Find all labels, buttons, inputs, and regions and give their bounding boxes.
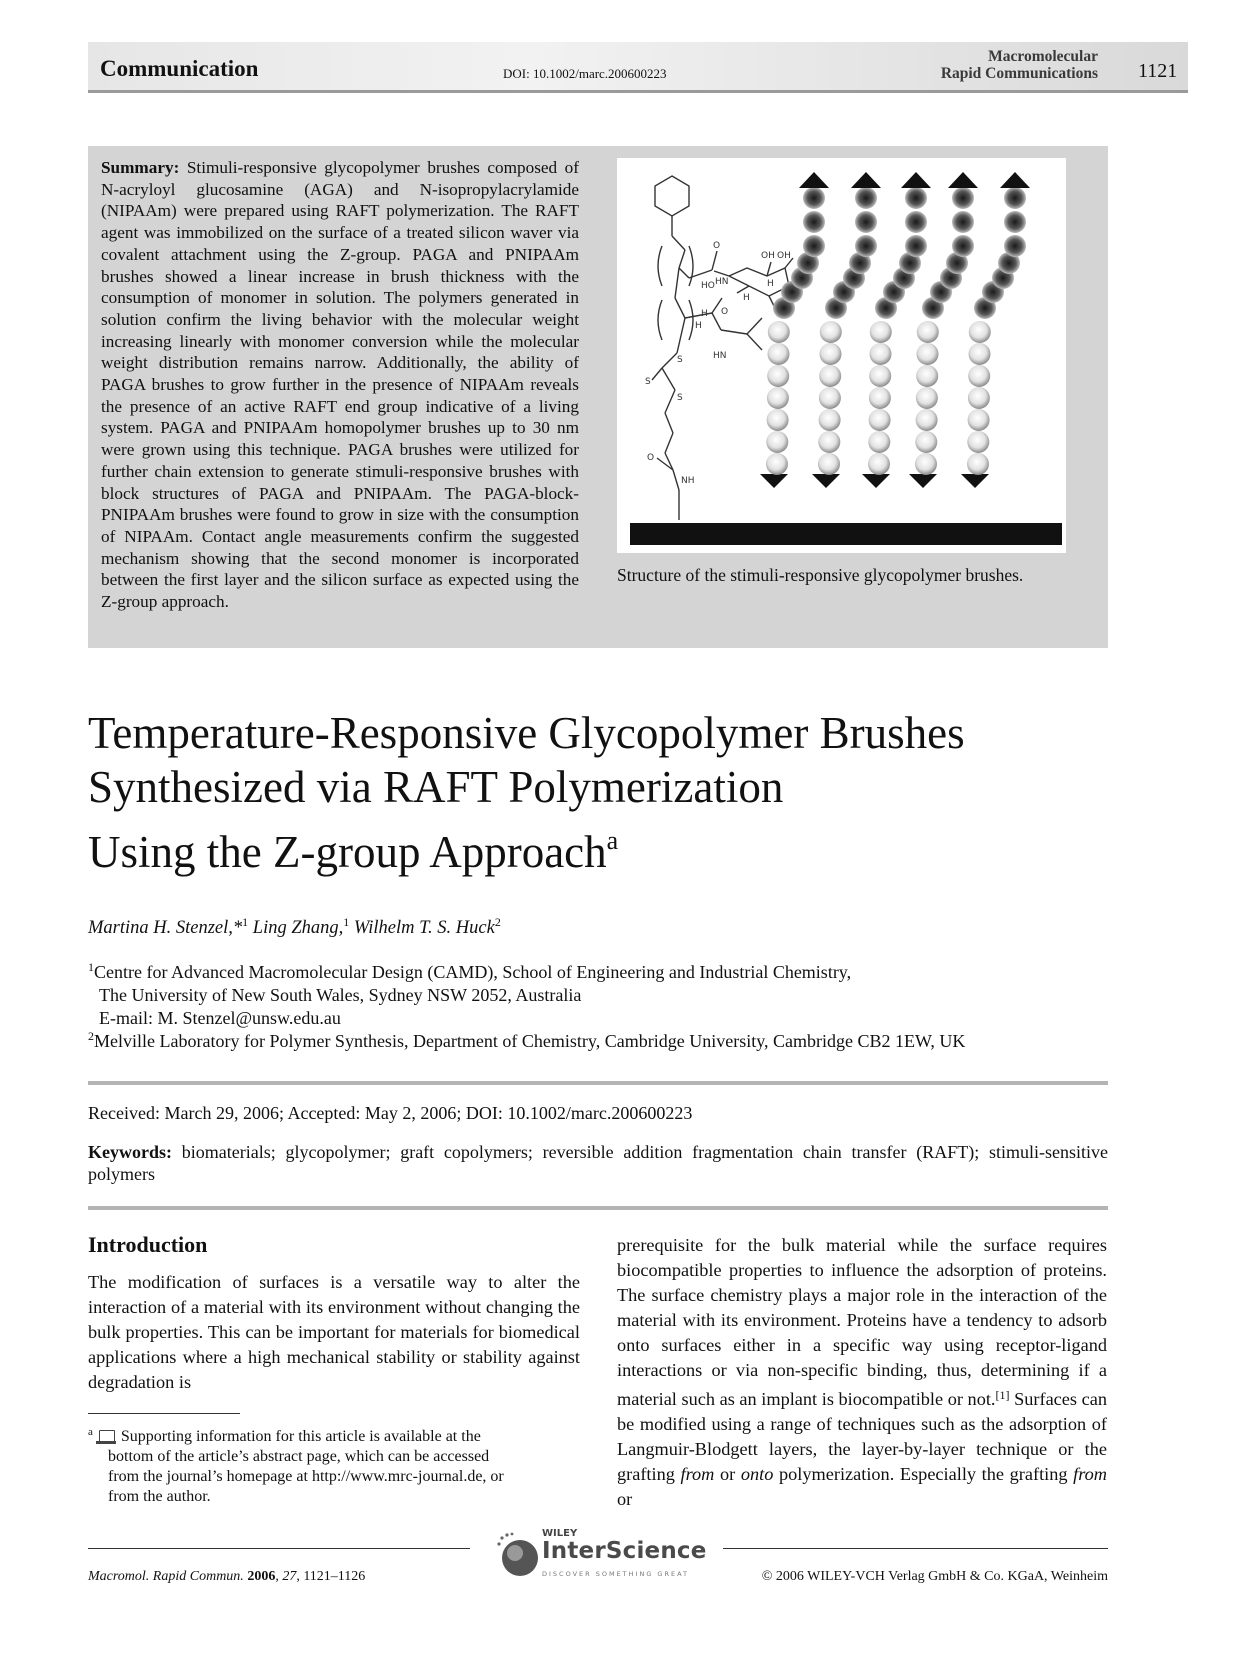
dark-bead (905, 211, 927, 233)
citation-pages: , 1121–1126 (296, 1569, 366, 1584)
light-bead (969, 321, 991, 343)
atom-label-s3: S (677, 393, 683, 403)
dark-bead (855, 235, 877, 257)
atom-label-s1: S (677, 355, 683, 365)
chain-anchor (812, 474, 840, 488)
atom-label-oh1: OH (761, 251, 775, 261)
footer-citation: Macromol. Rapid Commun. 2006, 27, 1121–1126 (88, 1569, 366, 1584)
citation-ref: [1] (995, 1388, 1010, 1402)
light-bead (915, 453, 937, 475)
dark-bead (905, 187, 927, 209)
body-column-right (617, 1233, 1107, 1512)
author-name: Wilhelm T. S. Huck (349, 918, 495, 938)
author-affiliation-mark: 1 (343, 915, 350, 929)
footer-rule-left (88, 1548, 470, 1549)
atom-label-s2: S (645, 377, 651, 387)
chain-end-group (799, 172, 829, 188)
light-bead (968, 409, 990, 431)
affiliation-number: 2 (88, 1029, 94, 1043)
dark-bead (1004, 235, 1026, 257)
atom-label-h3: H (701, 309, 708, 319)
dark-bead (803, 211, 825, 233)
light-bead (818, 431, 840, 453)
body-text: or (617, 1489, 633, 1509)
emphasis: onto (740, 1464, 774, 1484)
atom-label-ho: HO (701, 281, 715, 291)
footnote-line: from the journal’s homepage at http://www.mrc-journal.de, or (108, 1468, 504, 1485)
journal-name-line2: Rapid Communications (940, 65, 1098, 82)
light-bead (767, 387, 789, 409)
light-bead (767, 409, 789, 431)
wiley-interscience-logo (496, 1528, 706, 1584)
globe-icon (496, 1530, 540, 1582)
footnote-rule (88, 1413, 240, 1414)
logo-wiley-text: WILEY (542, 1528, 578, 1539)
chain-end-group (901, 172, 931, 188)
light-bead (916, 365, 938, 387)
keywords-text: biomaterials; glycopolymer; graft copolymers; reversible addition fragmentation chain transfer (RAFT); stimuli-sensitive polymers (88, 1142, 1109, 1184)
journal-name-line1: Macromolecular (988, 48, 1098, 65)
journal-name (900, 48, 1098, 82)
body-text: polymerization. Especially the grafting (773, 1464, 1074, 1484)
phenyl-ring (655, 176, 689, 216)
dark-bead (855, 211, 877, 233)
affiliation-line: Centre for Advanced Macromolecular Design (CAMD), School of Engineering and Industrial Chemistry, (94, 962, 852, 982)
light-bead (819, 387, 841, 409)
light-bead (767, 365, 789, 387)
atom-label-hn1: HN (715, 277, 729, 287)
dark-bead (1004, 211, 1026, 233)
atom-label-o2: O (721, 307, 729, 317)
chain-end-group (1000, 172, 1030, 188)
light-bead (967, 431, 989, 453)
received-dates: Received: March 29, 2006; Accepted: May 2, 2006; DOI: 10.1002/marc.200600223 (88, 1103, 693, 1123)
light-bead (969, 343, 991, 365)
affiliation-number: 1 (88, 960, 94, 974)
light-bead (819, 409, 841, 431)
polymer-brush-figure (617, 158, 1066, 553)
light-bead (868, 453, 890, 475)
summary-body: Stimuli-responsive glycopolymer brushes composed of N-acryloyl glucosamine (AGA) and N-isopropylacrylamide (NIPAAm) were prepared using RAFT polymerization. The RAFT agent was immobilized on the surface of a treated silicon waver via covalent attachment using the Z-group. PAGA and PNIPAAm brushes showed a linear increase in brush thickness with the consumption of monomer in solution. The polymers generated in solution confirm the living behavior with the molecular weight increasing linearly with monomer conversion while the molecular weight distribution remains narrow. Additionally, the ability of PAGA brushes to grow further in the presence of NIPAAm reveals the presence of an active RAFT end group indicative of a living system. PAGA and PNIPAAm homopolymer brushes up to 30 nm were grown using this technique. PAGA brushes were utilized for further chain extension to generate stimuli-responsive brushes with block structures of PAGA and PNIPAAm. The PAGA-block-PNIPAAm brushes were found to grow in size with the consumption of NIPAAm. Contact angle measurements confirm the suggested mechanism showing that the second monomer is incorporated between the first layer and the silicon surface as expected using the Z-group approach. (101, 158, 579, 612)
dark-bead (1004, 187, 1026, 209)
light-bead (870, 343, 892, 365)
atom-label-o3: O (647, 453, 655, 463)
affiliation-line: Melville Laboratory for Polymer Synthesis, Department of Chemistry, Cambridge University, Cambridge CB2 1EW, UK (94, 1031, 966, 1051)
light-bead (968, 387, 990, 409)
title-line3 (88, 814, 1138, 879)
atom-label-h2: H (743, 293, 750, 303)
atom-label-oh2: OH (777, 251, 791, 261)
light-bead (819, 365, 841, 387)
dark-bead (803, 187, 825, 209)
figure-caption: Structure of the stimuli-responsive glycopolymer brushes. (617, 565, 1024, 585)
keywords (88, 1141, 1108, 1185)
email-line: E-mail: M. Stenzel@unsw.edu.au (99, 1008, 341, 1028)
atom-label-o1: O (713, 241, 721, 251)
silicon-substrate (630, 523, 1062, 545)
footnote (88, 1422, 580, 1507)
footer-rule-right (723, 1548, 1108, 1549)
dark-bead (855, 187, 877, 209)
light-bead (967, 453, 989, 475)
body-text: prerequisite for the bulk material while the surface requires biocompatible properties to influence the adsorption of proteins. The surface chemistry plays a major role in the interaction of the material with its environment. Proteins have a tendency to adsorb onto surfaces either in a specific way using receptor-ligand interactions or via non-specific binding, thus, determining if a material such as an implant is biocompatible or not. (617, 1235, 1107, 1409)
dark-bead (952, 187, 974, 209)
polymer-chains (760, 172, 1030, 488)
footnote-line: Supporting information for this article is available at the (120, 1428, 481, 1445)
light-bead (870, 321, 892, 343)
light-bead (915, 431, 937, 453)
affiliation-line: The University of New South Wales, Sydney NSW 2052, Australia (99, 985, 582, 1005)
body-column-left: The modification of surfaces is a versatile way to alter the interaction of a material with its environment without changing the bulk properties. This can be important for materials for biomedical applications where a high mechanical stability or stability against degradation is (88, 1272, 580, 1392)
dark-bead (803, 235, 825, 257)
atom-label-hn2: HN (713, 351, 727, 361)
light-bead (766, 431, 788, 453)
footnote-mark: a (88, 1426, 93, 1438)
dark-bead (952, 211, 974, 233)
light-bead (766, 453, 788, 475)
light-bead (968, 365, 990, 387)
citation-year: 2006 (247, 1569, 276, 1584)
footer-copyright: © 2006 WILEY-VCH Verlag GmbH & Co. KGaA, Weinheim (761, 1569, 1108, 1584)
author-list (88, 915, 501, 939)
laptop-icon (99, 1430, 115, 1442)
body-text: or (714, 1464, 741, 1484)
header-doi: DOI: 10.1002/marc.200600223 (503, 66, 667, 81)
atom-label-h1: H (767, 279, 774, 289)
chain-anchor (909, 474, 937, 488)
logo-interscience-text: InterScience (542, 1538, 707, 1564)
chain-anchor (862, 474, 890, 488)
light-bead (869, 409, 891, 431)
light-bead (869, 387, 891, 409)
light-bead (768, 321, 790, 343)
light-bead (917, 321, 939, 343)
divider-bottom (88, 1206, 1108, 1210)
light-bead (917, 343, 939, 365)
footnote-line: from the author. (108, 1488, 211, 1505)
summary-text (101, 157, 579, 613)
emphasis: from (680, 1464, 715, 1484)
author-affiliation-mark: 2 (494, 915, 501, 929)
light-bead (916, 387, 938, 409)
chain-end-group (851, 172, 881, 188)
figure-panel (617, 158, 1066, 553)
affiliation-1 (88, 956, 851, 1030)
citation-volume: 27 (282, 1569, 297, 1584)
chain-anchor (760, 474, 788, 488)
page-number: 1121 (1138, 60, 1178, 82)
light-bead (820, 321, 842, 343)
title-line2: Synthesized via RAFT Polymerization (88, 762, 784, 812)
light-bead (869, 365, 891, 387)
section-heading-introduction: Introduction (88, 1232, 208, 1257)
body-text: Surfaces can be modified using a range of techniques such as the adsorption of Langmuir-Blodgett layers, the layer-by-layer technique or the grafting (617, 1389, 1107, 1484)
light-bead (868, 431, 890, 453)
footnote-line: bottom of the article’s abstract page, which can be accessed (108, 1448, 490, 1465)
author-affiliation-mark: 1 (242, 915, 249, 929)
atom-label-nh: NH (681, 476, 695, 486)
chain-anchor (961, 474, 989, 488)
logo-tagline: DISCOVER SOMETHING GREAT (542, 1570, 689, 1578)
affiliation-2 (88, 1025, 965, 1053)
light-bead (768, 343, 790, 365)
section-label: Communication (100, 56, 259, 81)
article-title (88, 706, 1138, 879)
keywords-label: Keywords: (88, 1142, 172, 1162)
title-footnote-mark: a (606, 826, 619, 855)
dark-bead (905, 235, 927, 257)
emphasis: from (1073, 1464, 1107, 1484)
light-bead (818, 453, 840, 475)
chain-end-group (948, 172, 978, 188)
summary-label: Summary: (101, 158, 180, 177)
dark-bead (952, 235, 974, 257)
journal-abbrev: Macromol. Rapid Commun. (88, 1569, 244, 1584)
divider-top (88, 1081, 1108, 1085)
title-line3-text: Using the Z-group Approach (88, 827, 607, 877)
atom-label-h4: H (695, 321, 702, 331)
author-name: Ling Zhang, (248, 918, 344, 938)
author-name: Martina H. Stenzel,* (88, 918, 243, 938)
title-line1: Temperature-Responsive Glycopolymer Brushes (88, 708, 965, 758)
light-bead (820, 343, 842, 365)
light-bead (916, 409, 938, 431)
